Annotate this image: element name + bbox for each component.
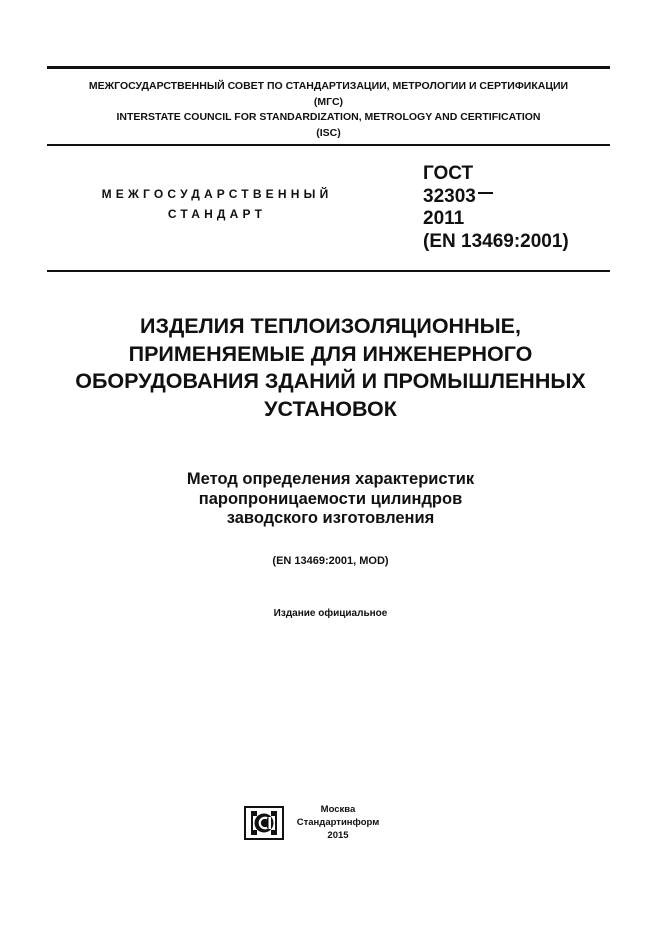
council-name-ru: МЕЖГОСУДАРСТВЕННЫЙ СОВЕТ ПО СТАНДАРТИЗАЦИИ, МЕТРОЛОГИИ И СЕРТИФИКАЦИИ xyxy=(88,80,569,92)
designation-dash xyxy=(478,192,493,194)
standard-kind-line1: МЕЖГОСУДАРСТВЕННЫЙ xyxy=(101,187,333,201)
standard-designation xyxy=(423,163,613,253)
council-abbr-en: (ISC) xyxy=(316,126,341,139)
publisher-name: Стандартинформ xyxy=(296,817,380,828)
council-name-en: INTERSTATE COUNCIL FOR STANDARDIZATION, METROLOGY AND CERTIFICATION xyxy=(116,111,541,123)
edition-label: Издание официальное xyxy=(273,608,388,619)
publisher-year: 2015 xyxy=(327,830,349,841)
header-divider xyxy=(47,144,610,146)
council-header xyxy=(47,79,610,141)
standard-kind xyxy=(60,184,374,224)
council-abbr-ru: (МГС) xyxy=(313,95,344,108)
standard-kind-line2: СТАНДАРТ xyxy=(167,207,267,221)
title-line: ИЗДЕЛИЯ ТЕПЛОИЗОЛЯЦИОННЫЕ, xyxy=(140,314,521,338)
publisher-city: Москва xyxy=(320,804,356,815)
title-line: ПРИМЕНЯЕМЫЕ ДЛЯ ИНЖЕНЕРНОГО xyxy=(128,341,533,366)
document-title xyxy=(30,313,631,423)
title-line: ОБОРУДОВАНИЯ ЗДАНИЙ И ПРОМЫШЛЕННЫХ xyxy=(75,369,586,393)
publisher-block xyxy=(288,803,388,842)
subtitle-line: заводского изготовления xyxy=(226,509,435,527)
standard-reference: (EN 13469:2001, MOD) xyxy=(272,555,389,567)
subtitle-line: Метод определения характеристик xyxy=(186,470,475,488)
gost-equivalent: (EN 13469:2001) xyxy=(423,230,569,252)
gost-year: 2011 xyxy=(423,208,465,229)
gost-number: 32303 xyxy=(423,185,476,207)
subtitle-line: паропроницаемости цилиндров xyxy=(198,489,463,508)
title-line: УСТАНОВОК xyxy=(264,396,397,421)
top-rule xyxy=(47,66,610,69)
standartinform-logo-icon xyxy=(244,806,284,840)
document-subtitle xyxy=(30,470,631,529)
gost-prefix: ГОСТ xyxy=(423,163,474,184)
designation-divider xyxy=(47,270,610,272)
